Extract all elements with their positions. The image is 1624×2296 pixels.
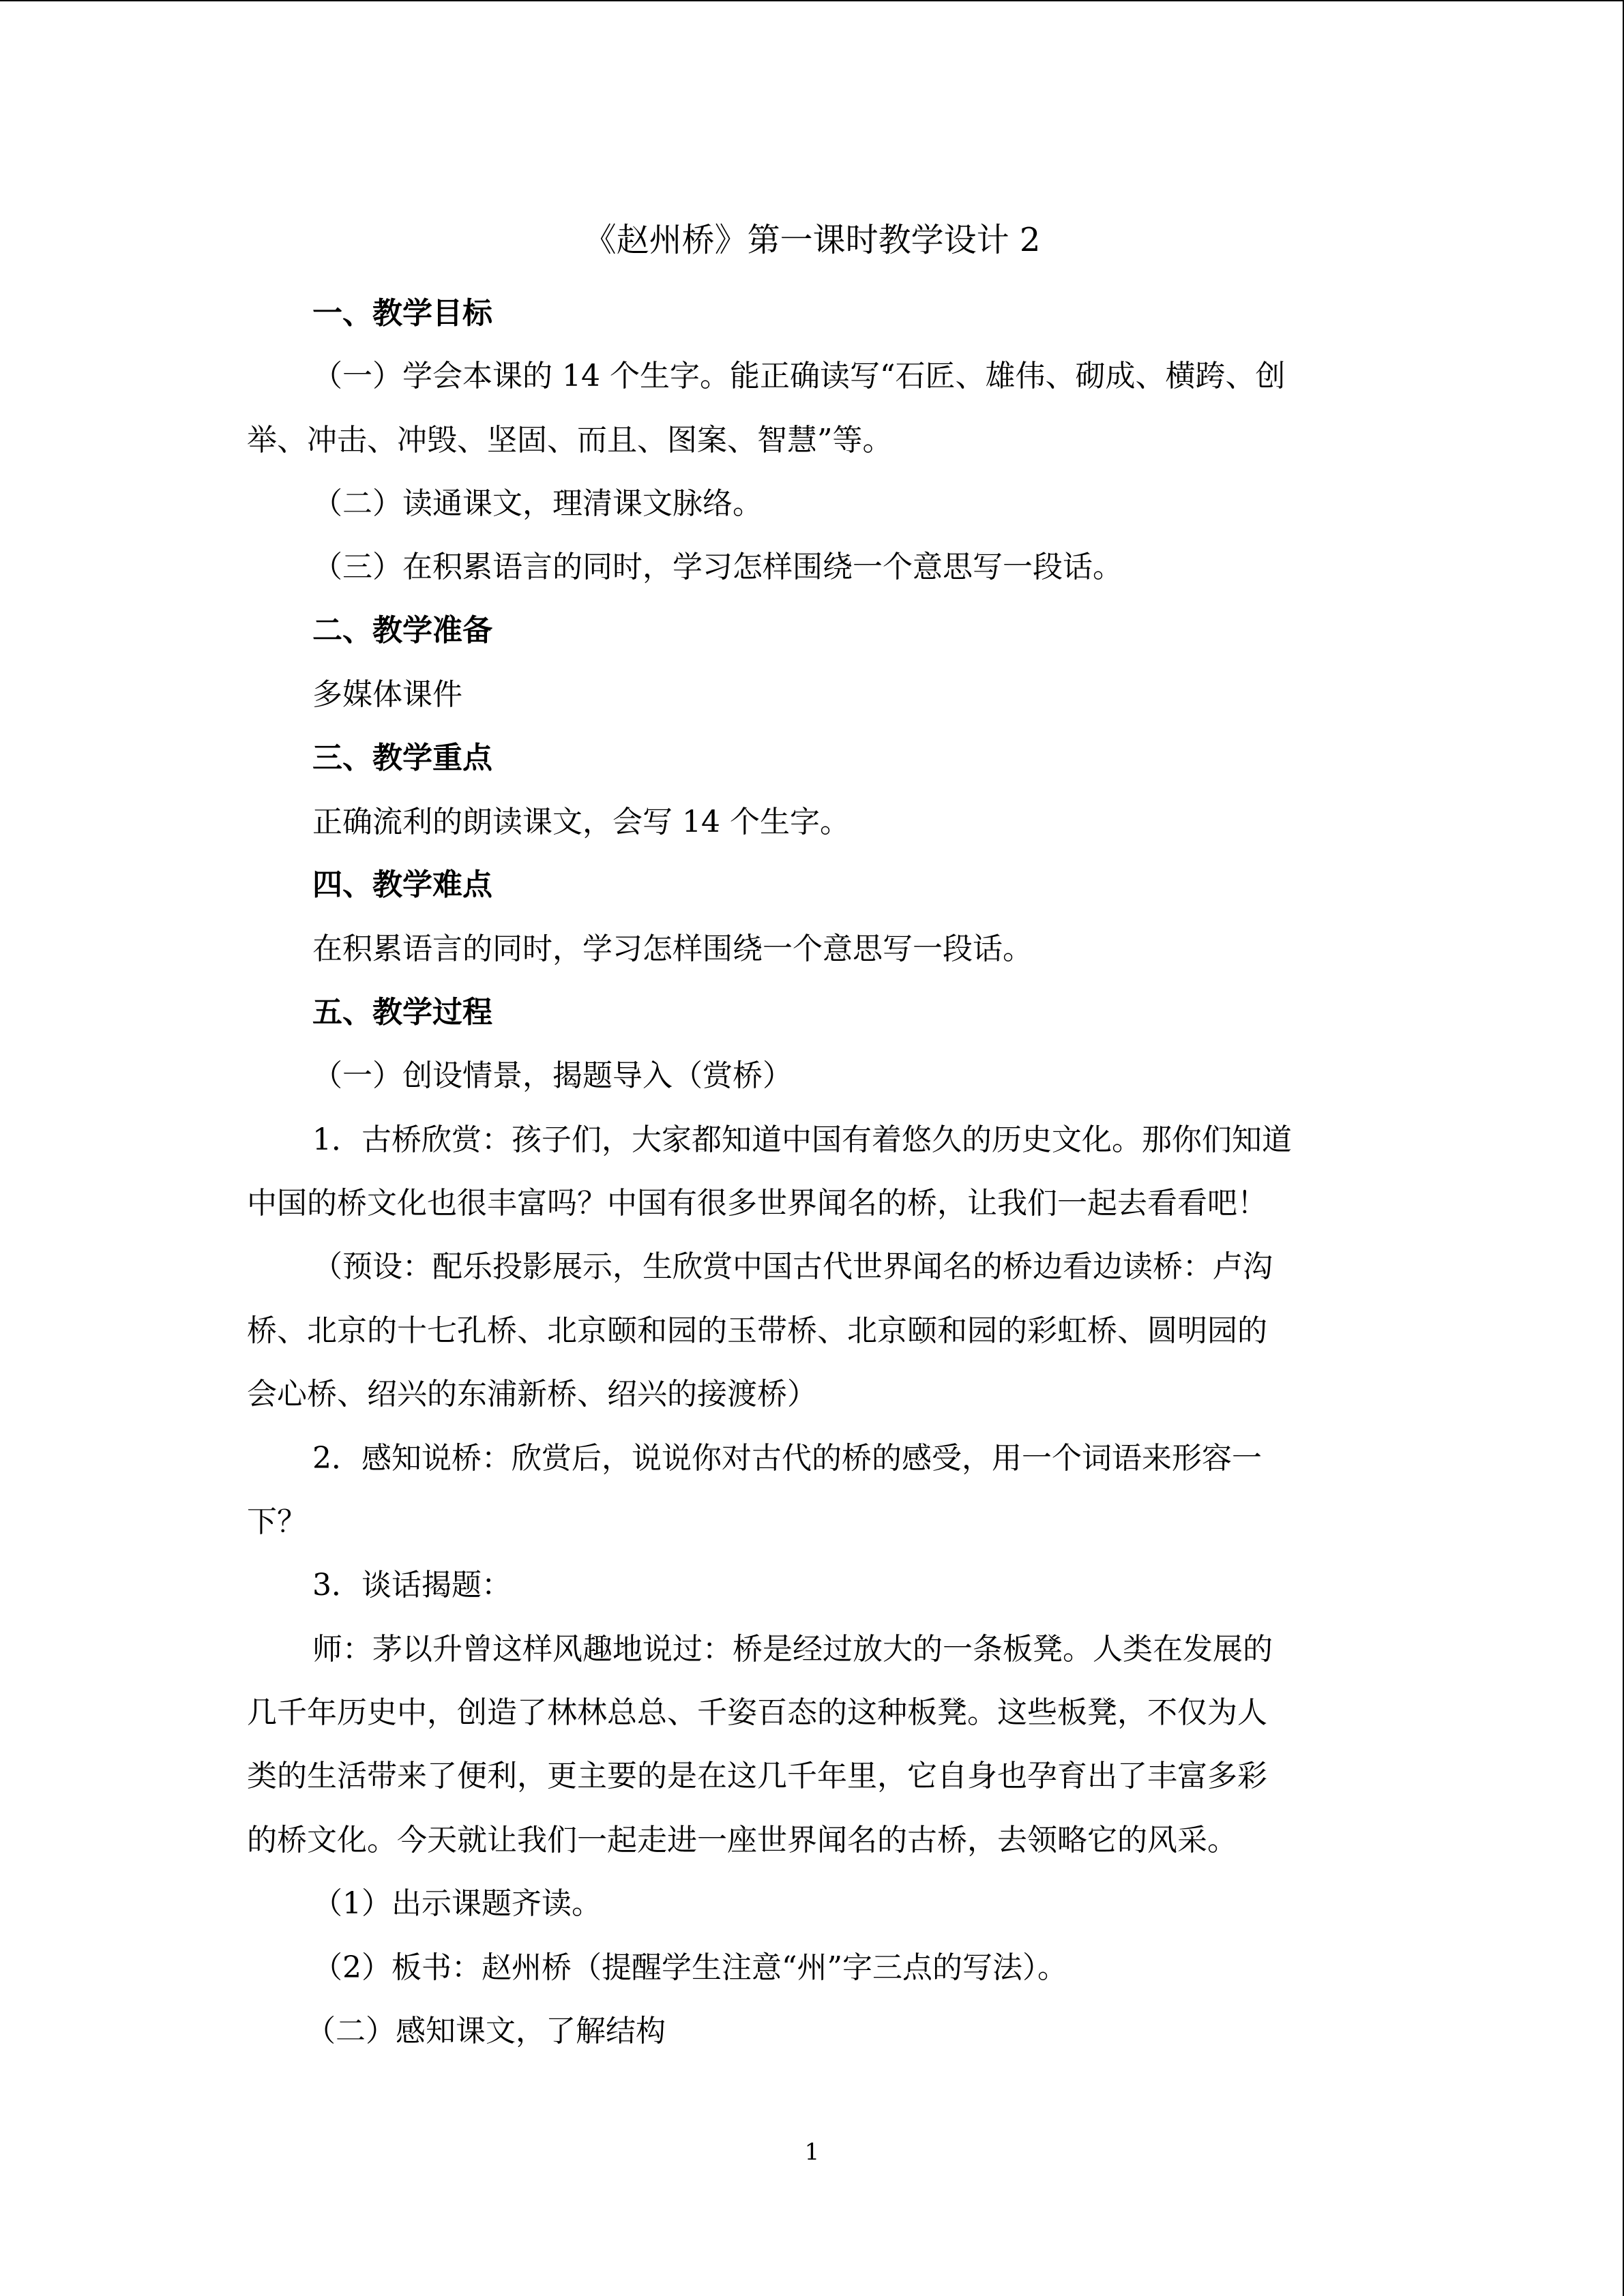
preset-line-1: （预设：配乐投影展示，生欣赏中国古代世界闻名的桥边看边读桥：卢沟	[312, 1249, 1273, 1284]
goal-3: （三）在积累语言的同时，学习怎样围绕一个意思写一段话。	[312, 550, 1123, 584]
step-1-line-1: 1．古桥欣赏：孩子们，大家都知道中国有着悠久的历史文化。那你们知道	[312, 1122, 1292, 1157]
difficulty-text: 在积累语言的同时，学习怎样围绕一个意思写一段话。	[312, 931, 1033, 966]
goal-1-line-1: （一）学会本课的 14 个生字。能正确读写“石匠、雄伟、砌成、横跨、创	[312, 359, 1286, 393]
heading-teaching-difficulty: 四、教学难点	[312, 867, 492, 902]
sub-step-1: （1）出示课题齐读。	[312, 1886, 602, 1921]
teacher-line-4: 的桥文化。今天就让我们一起走进一座世界闻名的古桥，去领略它的风采。	[247, 1823, 1237, 1858]
goal-1-line-2: 举、冲击、冲毁、坚固、而且、图案、智慧”等。	[247, 423, 893, 458]
process-section-1-heading: （一）创设情景，揭题导入（赏桥）	[312, 1058, 793, 1093]
preset-line-2: 桥、北京的十七孔桥、北京颐和园的玉带桥、北京颐和园的彩虹桥、圆明园的	[247, 1313, 1267, 1348]
step-3: 3．谈话揭题：	[312, 1568, 512, 1602]
page-number: 1	[804, 2138, 820, 2166]
goal-2: （二）读通课文，理清课文脉络。	[312, 486, 763, 521]
heading-teaching-focus: 三、教学重点	[312, 741, 492, 775]
sub-step-2: （2）板书：赵州桥（提醒学生注意“州”字三点的写法）。	[312, 1950, 1067, 1985]
step-2-line-2: 下？	[247, 1504, 307, 1539]
process-section-2-heading: （二）感知课文，了解结构	[306, 2014, 666, 2048]
teacher-line-1: 师：茅以升曾这样风趣地说过：桥是经过放大的一条板凳。人类在发展的	[312, 1632, 1273, 1667]
heading-teaching-goals: 一、教学目标	[312, 296, 492, 331]
step-1-line-2: 中国的桥文化也很丰富吗？中国有很多世界闻名的桥，让我们一起去看看吧！	[247, 1186, 1267, 1221]
teacher-line-2: 几千年历史中，创造了林林总总、千姿百态的这种板凳。这些板凳，不仅为人	[247, 1695, 1267, 1730]
document-title: 《赵州桥》第一课时教学设计 2	[583, 221, 1041, 259]
step-2-line-1: 2．感知说桥：欣赏后，说说你对古代的桥的感受，用一个词语来形容一	[312, 1441, 1262, 1476]
focus-text: 正确流利的朗读课文，会写 14 个生字。	[312, 805, 850, 839]
heading-teaching-process: 五、教学过程	[312, 995, 492, 1030]
page-top-border	[0, 0, 1623, 3]
preparation-text: 多媒体课件	[312, 677, 462, 712]
heading-teaching-preparation: 二、教学准备	[312, 613, 492, 648]
teacher-line-3: 类的生活带来了便利，更主要的是在这几千年里，它自身也孕育出了丰富多彩	[247, 1759, 1267, 1793]
preset-line-3: 会心桥、绍兴的东浦新桥、绍兴的接渡桥）	[247, 1377, 817, 1412]
